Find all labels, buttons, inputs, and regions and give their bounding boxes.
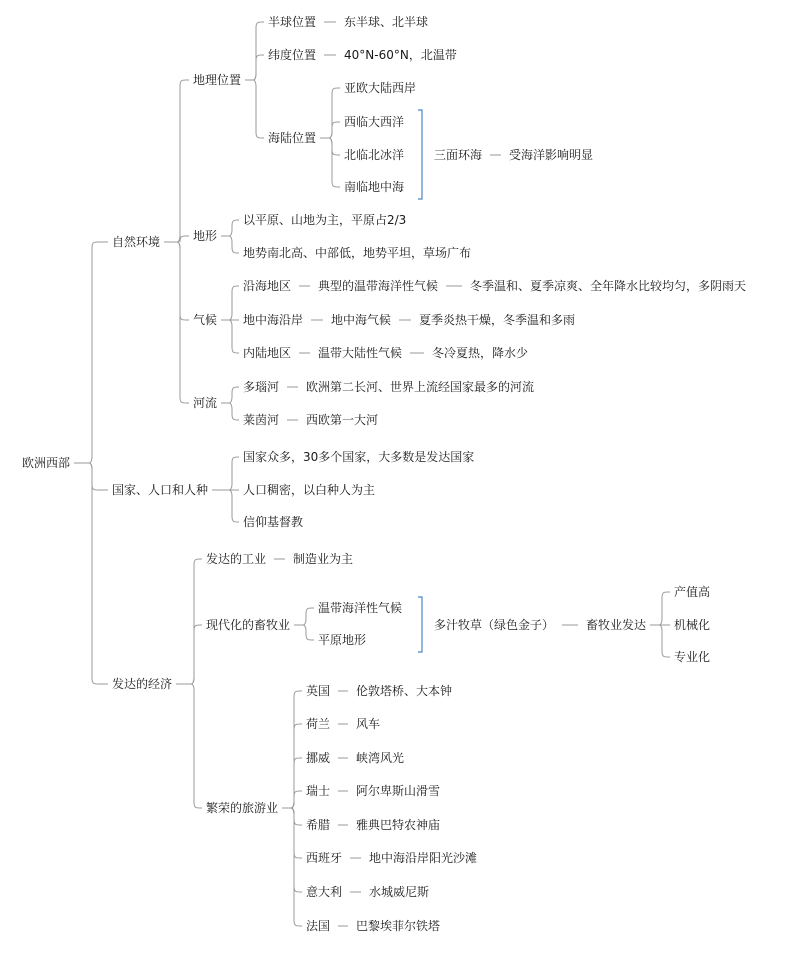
node-no: 挪威 bbox=[306, 751, 331, 765]
node-med-coast: 地中海沿岸 bbox=[243, 313, 304, 327]
natural-branch-link-3 bbox=[177, 242, 189, 403]
node-terrain-1: 以平原、山地为主，平原占2/3 bbox=[243, 213, 407, 227]
natural-branch-link-1 bbox=[177, 236, 189, 242]
node-es: 西班牙 bbox=[306, 851, 343, 865]
root-branch-link-0 bbox=[89, 242, 108, 463]
node-climate: 气候 bbox=[193, 313, 218, 327]
node-rhine: 莱茵河 bbox=[243, 413, 280, 427]
node-danube-desc: 欧洲第二长河、世界上流经国家最多的河流 bbox=[306, 380, 535, 394]
climate-branch-link-0 bbox=[229, 286, 239, 320]
node-continental: 温带大陆性气候 bbox=[318, 346, 403, 360]
node-gr-desc: 雅典巴特农神庙 bbox=[356, 818, 441, 832]
node-it: 意大利 bbox=[306, 885, 343, 899]
node-livestock-dev: 畜牧业发达 bbox=[586, 618, 647, 632]
node-coastal: 沿海地区 bbox=[243, 279, 292, 293]
node-hemisphere-val: 东半球、北半球 bbox=[344, 15, 429, 29]
node-continental-desc: 冬冷夏热，降水少 bbox=[432, 346, 529, 360]
sealand-bracket bbox=[418, 110, 422, 199]
node-latitude-val: 40°N-60°N，北温带 bbox=[344, 48, 457, 62]
node-nl-desc: 风车 bbox=[356, 717, 381, 731]
node-nl: 荷兰 bbox=[306, 717, 331, 731]
node-marine-desc: 冬季温和、夏季凉爽、全年降水比较均匀，多阴雨天 bbox=[470, 279, 747, 293]
economy-branch-link-0 bbox=[191, 559, 202, 684]
node-pop-1: 国家众多，30多个国家，大多数是发达国家 bbox=[243, 450, 475, 464]
natural-branch-link-0 bbox=[177, 80, 189, 242]
tourism-branch-link-0 bbox=[291, 691, 302, 808]
node-med-desc: 夏季炎热干燥，冬季温和多雨 bbox=[419, 313, 576, 327]
tourism-branch-link-3 bbox=[291, 791, 302, 808]
economy-branch-link-2 bbox=[191, 684, 202, 808]
livestock-branch-link-0 bbox=[303, 608, 314, 625]
node-pasture: 多汁牧草（绿色金子） bbox=[434, 618, 555, 632]
livestock-bracket bbox=[418, 597, 422, 652]
node-eurasia-west: 亚欧大陆西岸 bbox=[344, 81, 417, 95]
population-branch-link-2 bbox=[229, 490, 239, 522]
node-rivers: 河流 bbox=[193, 396, 218, 410]
tourism-branch-link-7 bbox=[291, 808, 302, 926]
node-economy: 发达的经济 bbox=[112, 677, 173, 691]
location-branch-link-0 bbox=[253, 22, 264, 80]
node-three-seas: 三面环海 bbox=[434, 148, 483, 162]
economy-branch-link-1 bbox=[191, 625, 202, 684]
node-pop-3: 信仰基督教 bbox=[243, 515, 304, 529]
location-branch-link-1 bbox=[253, 55, 264, 80]
sealand-branch-link-2 bbox=[329, 138, 340, 155]
node-livestock: 现代化的畜牧业 bbox=[206, 618, 291, 632]
root-branch-link-2 bbox=[89, 463, 108, 684]
node-terrain: 地形 bbox=[193, 229, 218, 243]
livestock-branch-link-1 bbox=[303, 625, 314, 640]
node-marine-climate-short: 温带海洋性气候 bbox=[318, 601, 403, 615]
node-ch-desc: 阿尔卑斯山滑雪 bbox=[356, 784, 441, 798]
tourism-branch-link-2 bbox=[291, 758, 302, 808]
sealand-branch-link-3 bbox=[329, 138, 340, 187]
livestock-dev-branch-link-0 bbox=[659, 592, 670, 625]
terrain-branch-link-0 bbox=[229, 220, 239, 236]
rivers-branch-link-0 bbox=[229, 387, 239, 403]
node-gr: 希腊 bbox=[306, 818, 331, 832]
node-es-desc: 地中海沿岸阳光沙滩 bbox=[369, 851, 478, 865]
node-industry-desc: 制造业为主 bbox=[293, 552, 354, 566]
sealand-branch-link-1 bbox=[329, 122, 340, 138]
node-industry: 发达的工业 bbox=[206, 552, 267, 566]
node-specialized: 专业化 bbox=[674, 650, 711, 664]
tourism-branch-link-6 bbox=[291, 808, 302, 892]
rivers-branch-link-1 bbox=[229, 403, 239, 420]
node-population: 国家、人口和人种 bbox=[112, 483, 209, 497]
node-med-climate: 地中海气候 bbox=[331, 313, 392, 327]
terrain-branch-link-1 bbox=[229, 236, 239, 253]
node-inland: 内陆地区 bbox=[243, 346, 292, 360]
node-south-med: 南临地中海 bbox=[344, 180, 405, 194]
location-branch-link-2 bbox=[253, 80, 264, 138]
node-pop-2: 人口稠密，以白种人为主 bbox=[243, 483, 376, 497]
node-location: 地理位置 bbox=[193, 73, 242, 87]
sealand-branch-link-0 bbox=[329, 88, 340, 138]
tourism-branch-link-4 bbox=[291, 808, 302, 825]
node-mechanized: 机械化 bbox=[674, 618, 711, 632]
node-danube: 多瑙河 bbox=[243, 380, 280, 394]
node-latitude: 纬度位置 bbox=[268, 48, 317, 62]
climate-branch-link-2 bbox=[229, 320, 239, 353]
tourism-branch-link-5 bbox=[291, 808, 302, 858]
node-ocean-influence: 受海洋影响明显 bbox=[509, 148, 594, 162]
node-tourism: 繁荣的旅游业 bbox=[206, 801, 279, 815]
node-fr: 法国 bbox=[306, 919, 331, 933]
population-branch-link-0 bbox=[229, 457, 239, 490]
node-root: 欧洲西部 bbox=[22, 456, 71, 470]
tourism-branch-link-1 bbox=[291, 724, 302, 808]
node-north-arctic: 北临北冰洋 bbox=[344, 148, 405, 162]
node-terrain-2: 地势南北高、中部低，地势平坦，草场广布 bbox=[243, 246, 472, 260]
node-no-desc: 峡湾风光 bbox=[356, 751, 405, 765]
node-natural: 自然环境 bbox=[112, 235, 161, 249]
node-marine-climate: 典型的温带海洋性气候 bbox=[318, 279, 439, 293]
node-uk: 英国 bbox=[306, 684, 331, 698]
node-ch: 瑞士 bbox=[306, 784, 331, 798]
node-rhine-desc: 西欧第一大河 bbox=[306, 413, 379, 427]
node-fr-desc: 巴黎埃菲尔铁塔 bbox=[356, 919, 441, 933]
livestock-dev-branch-link-2 bbox=[659, 625, 670, 657]
node-sealand: 海陆位置 bbox=[268, 131, 317, 145]
node-uk-desc: 伦敦塔桥、大本钟 bbox=[356, 684, 453, 698]
node-hemisphere: 半球位置 bbox=[268, 15, 317, 29]
node-it-desc: 水城威尼斯 bbox=[369, 885, 430, 899]
natural-branch-link-2 bbox=[177, 242, 189, 320]
node-plain-terrain: 平原地形 bbox=[318, 633, 367, 647]
node-west-atlantic: 西临大西洋 bbox=[344, 115, 405, 129]
node-high-output: 产值高 bbox=[674, 585, 711, 599]
